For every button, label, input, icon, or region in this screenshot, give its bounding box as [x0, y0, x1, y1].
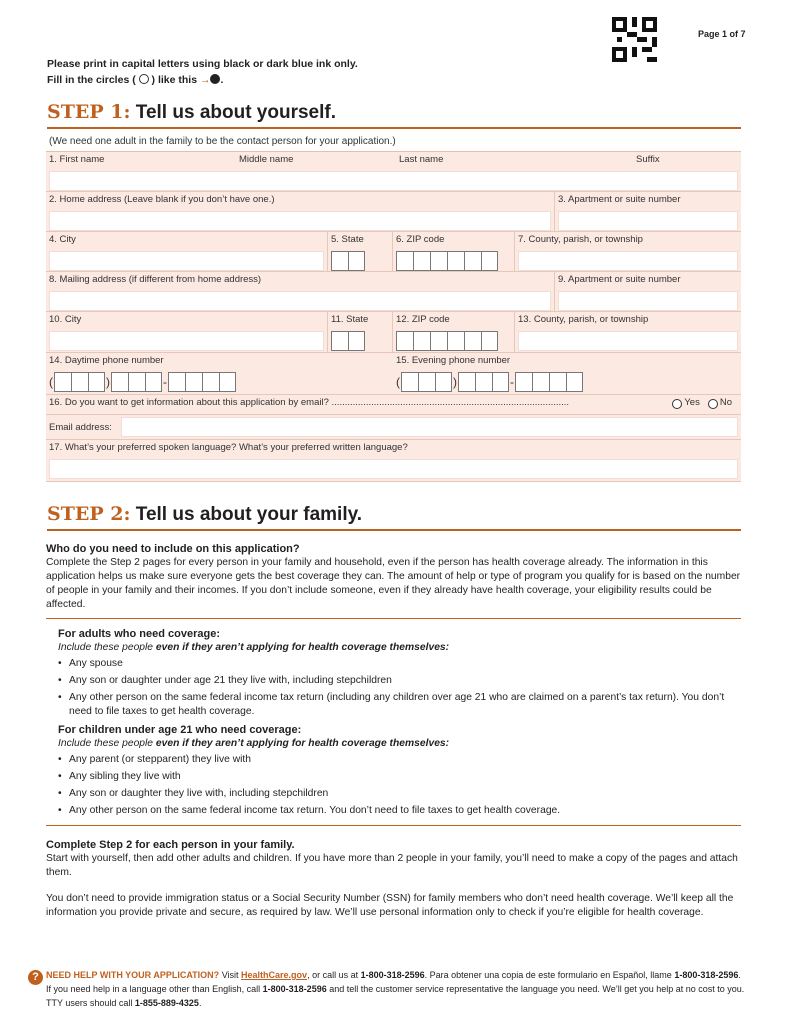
phone-number: 1-800-318-2596 — [262, 984, 327, 994]
step2-heading — [47, 503, 741, 531]
paragraph: Start with yourself, then add other adults and children. If you have more than 2 people in your family, you’ll need to make a copy of the pages and attach them. — [46, 853, 738, 878]
label: Yes — [684, 397, 700, 408]
text: , or call us at — [307, 970, 361, 980]
label: 1. First name — [49, 154, 105, 165]
step1-heading — [47, 101, 741, 129]
step-number: STEP 2: — [47, 503, 131, 525]
label: 4. City — [49, 234, 76, 245]
list-item: • Any son or daughter they live with, including stepchildren — [58, 787, 729, 801]
list-item: • Any other person on the same federal income tax return. You don’t need to file taxes to get health coverage. — [58, 804, 729, 818]
list-item: • Any other person on the same federal income tax return (including any children over age 21 who are claimed on a parent’s tax return). You don’t need to file taxes to get health coverage. — [58, 691, 729, 719]
label: Last name — [399, 154, 444, 165]
state-input[interactable] — [331, 251, 389, 271]
label: 7. County, parish, or township — [518, 234, 643, 245]
apartment-input[interactable] — [558, 211, 738, 231]
label: Suffix — [636, 154, 660, 165]
no-radio[interactable] — [708, 399, 718, 409]
ink-instruction: Please print in capital letters using black or dark blue ink only. — [47, 58, 358, 70]
label: 10. City — [49, 314, 82, 325]
mailing-zip-input[interactable] — [396, 331, 511, 351]
label: 13. County, parish, or township — [518, 314, 649, 325]
evening-phone-input[interactable]: ( ) - — [396, 372, 738, 392]
empty-circle-icon — [139, 74, 149, 84]
text: even if they aren’t applying for health coverage themselves: — [155, 738, 450, 749]
adults-section — [46, 618, 741, 825]
text: even if they aren’t applying for health coverage themselves: — [155, 642, 450, 653]
label: 3. Apartment or suite number — [558, 194, 681, 205]
paragraph: You don’t need to provide immigration status or a Social Security Number (SSN) for family members who don’t need health coverage. We’ll keep all the information you provide private and secure, as required by law. We’ll use personal information only to check if you’re eligible for health coverage. — [46, 893, 734, 918]
subsection-heading: For adults who need coverage: — [58, 628, 220, 640]
yes-radio[interactable] — [672, 399, 682, 409]
text: . If you need help in a language other than English, call — [46, 970, 741, 994]
language-input[interactable] — [49, 459, 738, 479]
mailing-state-input[interactable] — [331, 331, 389, 351]
label: Email address: — [49, 421, 112, 433]
city-input[interactable] — [49, 251, 324, 271]
healthcare-link[interactable]: HealthCare.gov — [241, 970, 308, 980]
label: 12. ZIP code — [396, 314, 450, 325]
label: 9. Apartment or suite number — [558, 274, 681, 285]
page-number: Page 1 of 7 — [698, 29, 746, 39]
include-note — [58, 737, 729, 751]
email-question: 16. Do you want to get information about this application by email? .......................................................................................... — [49, 397, 570, 408]
label: No — [719, 397, 732, 408]
step2-body — [46, 540, 741, 920]
label: 17. What’s your preferred spoken language? What’s your preferred written language? — [49, 442, 408, 453]
label: 15. Evening phone number — [396, 355, 511, 366]
label: 2. Home address (Leave blank if you don’t have one.) — [49, 194, 275, 205]
arrow-icon: → — [199, 74, 211, 86]
label: 11. State — [331, 314, 369, 325]
help-footer — [28, 968, 748, 1010]
label: 5. State — [331, 234, 364, 245]
label: Middle name — [239, 154, 294, 165]
contact-form — [46, 133, 741, 482]
form-note: (We need one adult in the family to be the contact person for your application.) — [46, 133, 741, 152]
list-item: • Any spouse — [58, 657, 729, 671]
help-icon: ? — [28, 970, 43, 985]
text: . — [198, 998, 202, 1008]
county-input[interactable] — [518, 251, 738, 271]
text: Fill in the circles ( — [47, 74, 136, 86]
text: Include these people — [58, 738, 156, 749]
text: and tell the customer service representative the language you need. We’ll get you help at no cost to you. TTY users should call — [46, 984, 745, 1008]
section-heading: Complete Step 2 for each person in your family. — [46, 839, 295, 851]
mailing-county-input[interactable] — [518, 331, 738, 351]
section-heading: Who do you need to include on this application? — [46, 543, 300, 555]
step-title: Tell us about yourself. — [135, 102, 336, 123]
subsection-heading: For children under age 21 who need coverage: — [58, 724, 302, 736]
instructions — [47, 56, 358, 88]
list-item: • Any parent (or stepparent) they live with — [58, 753, 729, 767]
mailing-apartment-input[interactable] — [558, 291, 738, 311]
text: ) like this — [151, 74, 198, 86]
help-lead: NEED HELP WITH YOUR APPLICATION? — [46, 970, 220, 980]
filled-circle-icon — [210, 74, 220, 84]
list-item: • Any sibling they live with — [58, 770, 729, 784]
step-title: Tell us about your family. — [135, 504, 363, 525]
text: Visit — [219, 970, 242, 980]
mailing-city-input[interactable] — [49, 331, 324, 351]
qr-code — [612, 17, 657, 62]
label: 8. Mailing address (if different from home address) — [49, 274, 262, 285]
list-item: • Any son or daughter under age 21 they live with, including stepchildren — [58, 674, 729, 688]
home-address-input[interactable] — [49, 211, 551, 231]
email-input[interactable] — [121, 417, 738, 437]
daytime-phone-input[interactable]: ( ) - — [49, 372, 390, 392]
text: Include these people — [58, 642, 156, 653]
intro-text: Complete the Step 2 pages for every person in your family and household, even if the person has health coverage already. The information in this application helps us make sure everyone gets the best coverage they can. The amount of help or type of program you qualify for is based on the number of people in your family and their incomes. If you don’t include someone, even if they already have health coverage, your eligibility results could be affected. — [46, 557, 741, 610]
phone-number: 1-855-889-4325 — [134, 998, 199, 1008]
step-number: STEP 1: — [47, 101, 131, 123]
text: . Para obtener una copia de este formulario en Español, llame — [424, 970, 675, 980]
include-note — [58, 641, 729, 655]
label: 6. ZIP code — [396, 234, 445, 245]
name-input[interactable] — [49, 171, 738, 191]
phone-number: 1-800-318-2596 — [360, 970, 425, 980]
label: 14. Daytime phone number — [49, 355, 164, 366]
zip-input[interactable] — [396, 251, 511, 271]
circle-instruction — [47, 72, 358, 88]
mailing-address-input[interactable] — [49, 291, 551, 311]
phone-number: 1-800-318-2596 — [674, 970, 739, 980]
text: . — [220, 74, 224, 86]
